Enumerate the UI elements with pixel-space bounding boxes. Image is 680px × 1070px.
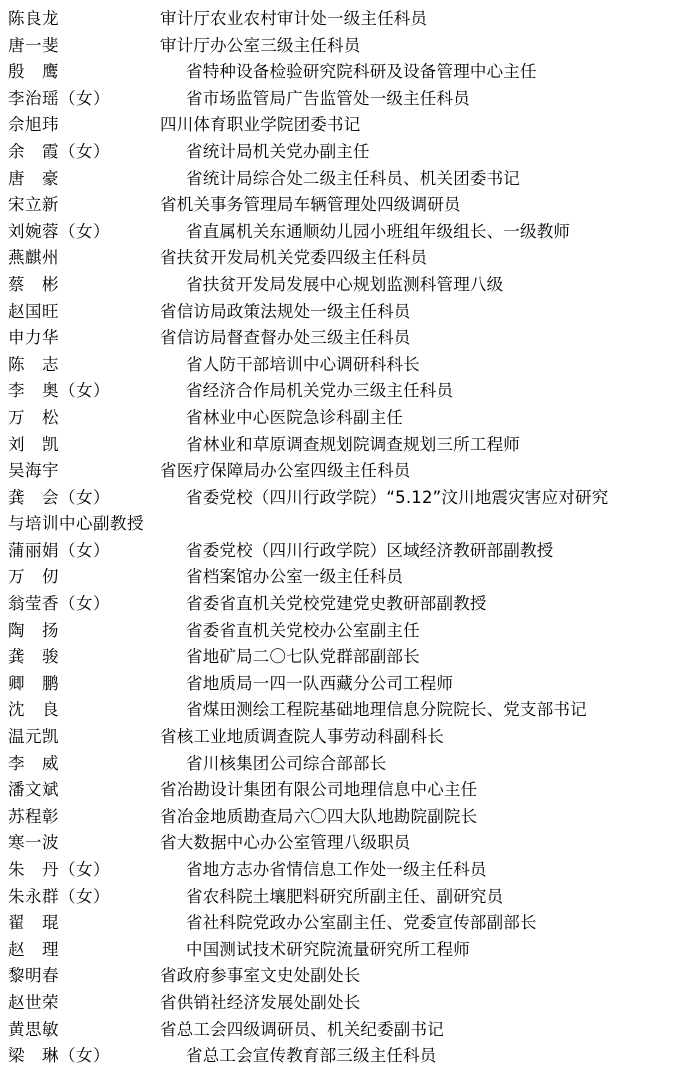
entry-title: 省委党校（四川行政学院）区域经济教研部副教授 <box>186 540 554 560</box>
entry-name: 余 霞（女） <box>8 141 110 161</box>
entry-title: 省医疗保障局办公室四级主任科员 <box>160 461 411 481</box>
entry-title: 省扶贫开发局发展中心规划监测科管理八级 <box>186 274 504 294</box>
entry-title: 省政府参事室文史处副处长 <box>160 966 361 986</box>
entry-name: 李 奥（女） <box>8 381 110 401</box>
entry-title: 省特种设备检验研究院科研及设备管理中心主任 <box>186 62 537 82</box>
entry-row <box>0 1043 680 1070</box>
entry-title: 省委省直机关党校办公室副主任 <box>186 620 420 640</box>
entry-row <box>0 485 680 512</box>
entry-name: 温元凯 <box>8 727 59 747</box>
entry-name: 黄思敏 <box>8 1019 59 1039</box>
entry-row <box>0 432 680 459</box>
entry-row <box>0 192 680 219</box>
entry-name: 李治瑶（女） <box>8 88 110 108</box>
entry-name: 龚 会（女） <box>8 487 110 507</box>
entry-name: 万 松 <box>8 407 59 427</box>
entry-row <box>0 272 680 299</box>
entry-title: 省总工会四级调研员、机关纪委副书记 <box>160 1019 444 1039</box>
entry-name: 黎明春 <box>8 966 59 986</box>
entry-name: 朱 丹（女） <box>8 860 110 879</box>
entry-row <box>0 857 680 884</box>
entry-name: 唐一斐 <box>8 35 59 55</box>
entry-title: 审计厅农业农村审计处一级主任科员 <box>160 9 428 28</box>
entry-row <box>0 963 680 990</box>
entry-title: 省冶金地质勘查局六〇四大队地勘院副院长 <box>160 806 478 826</box>
entry-name: 宋立新 <box>8 195 59 215</box>
entry-name: 陈 志 <box>8 354 59 374</box>
entry-row <box>0 830 680 857</box>
entry-name: 朱永群（女） <box>8 886 110 906</box>
entry-title: 省委省直机关党校党建党史教研部副教授 <box>186 594 487 614</box>
entry-row <box>0 139 680 166</box>
entry-row <box>0 86 680 113</box>
entry-name: 梁 琳（女） <box>8 1046 110 1066</box>
entry-title: 省冶勘设计集团有限公司地理信息中心主任 <box>160 780 478 800</box>
entry-name: 陈良龙 <box>8 9 59 28</box>
entry-title: 省委党校（四川行政学院）“5.12”汶川地震灾害应对研究 <box>186 487 609 507</box>
entry-title: 四川体育职业学院团委书记 <box>160 115 361 135</box>
entry-row <box>0 219 680 246</box>
entry-title: 省信访局政策法规处一级主任科员 <box>160 301 411 321</box>
entry-title: 省信访局督查督办处三级主任科员 <box>160 328 411 348</box>
entry-title: 省核工业地质调查院人事劳动科副科长 <box>160 727 444 747</box>
entry-title: 省林业中心医院急诊科副主任 <box>186 407 404 427</box>
entry-title: 省地质局一四一队西藏分公司工程师 <box>186 673 454 693</box>
entry-title: 省农科院土壤肥料研究所副主任、副研究员 <box>186 886 504 906</box>
entry-row <box>0 112 680 139</box>
entry-row <box>0 33 680 60</box>
entry-title: 省统计局综合处二级主任科员、机关团委书记 <box>186 168 520 188</box>
entry-name: 万 仞 <box>8 567 59 587</box>
entry-title: 省档案馆办公室一级主任科员 <box>186 567 404 587</box>
entry-name: 燕麒州 <box>8 248 59 268</box>
entry-row <box>0 538 680 565</box>
entry-name: 沈 良 <box>8 700 59 720</box>
entry-row <box>0 352 680 379</box>
entry-name: 蒲丽娟（女） <box>8 540 110 560</box>
entry-row <box>0 564 680 591</box>
entry-name: 申力华 <box>8 328 59 348</box>
entry-row <box>0 990 680 1017</box>
entry-name: 赵世荣 <box>8 992 59 1012</box>
entry-name: 吴海宇 <box>8 461 59 481</box>
entry-row <box>0 1017 680 1044</box>
entry-row <box>0 937 680 964</box>
entry-title: 省地方志办省情信息工作处一级主任科员 <box>186 860 487 879</box>
entry-row <box>0 724 680 751</box>
entry-name: 刘 凯 <box>8 434 59 454</box>
entry-row <box>0 644 680 671</box>
entry-row <box>0 6 680 33</box>
entry-name: 刘婉蓉（女） <box>8 221 110 241</box>
entry-name: 李 威 <box>8 753 59 773</box>
entry-row <box>0 671 680 698</box>
entry-row <box>0 618 680 645</box>
entry-name: 蔡 彬 <box>8 274 59 294</box>
entry-title: 省机关事务管理局车辆管理处四级调研员 <box>160 195 461 215</box>
entry-title-continuation: 与培训中心副教授 <box>8 514 144 534</box>
entry-title: 省总工会宣传教育部三级主任科员 <box>186 1046 437 1066</box>
entry-row <box>0 378 680 405</box>
entry-row <box>0 325 680 352</box>
entry-title: 审计厅办公室三级主任科员 <box>160 35 361 55</box>
entry-row <box>0 910 680 937</box>
entry-title: 省人防干部培训中心调研科科长 <box>186 354 420 374</box>
entry-title: 省市场监管局广告监管处一级主任科员 <box>186 88 470 108</box>
entry-title: 省直属机关东通顺幼儿园小班组年级组长、一级教师 <box>186 221 571 241</box>
entry-title: 省统计局机关党办副主任 <box>186 141 370 161</box>
entry-name: 唐 豪 <box>8 168 59 188</box>
entry-name: 赵国旺 <box>8 301 59 321</box>
entry-name: 潘文斌 <box>8 780 59 800</box>
entry-row <box>0 405 680 432</box>
entry-row <box>0 591 680 618</box>
entry-row <box>0 245 680 272</box>
entry-title: 省大数据中心办公室管理八级职员 <box>160 833 411 853</box>
entry-row <box>0 804 680 831</box>
entry-title: 省林业和草原调查规划院调查规划三所工程师 <box>186 434 520 454</box>
entry-row <box>0 777 680 804</box>
entry-row <box>0 458 680 485</box>
entry-row <box>0 299 680 326</box>
entry-name: 陶 扬 <box>8 620 59 640</box>
entry-name: 卿 鹏 <box>8 673 59 693</box>
entry-name: 苏程彰 <box>8 806 59 826</box>
entry-name: 翁莹香（女） <box>8 594 110 614</box>
entry-name: 寒一波 <box>8 833 59 853</box>
entry-title: 省扶贫开发局机关党委四级主任科员 <box>160 248 428 268</box>
entry-name: 翟 琨 <box>8 913 59 933</box>
entry-name: 龚 骏 <box>8 647 59 667</box>
entry-name: 殷 鹰 <box>8 62 59 82</box>
entry-title: 省社科院党政办公室副主任、党委宣传部副部长 <box>186 913 537 933</box>
entry-title: 省川核集团公司综合部部长 <box>186 753 387 773</box>
entry-title: 省经济合作局机关党办三级主任科员 <box>186 381 454 401</box>
entry-title: 省地矿局二〇七队党群部副部长 <box>186 647 420 667</box>
entry-title: 省煤田测绘工程院基础地理信息分院院长、党支部书记 <box>186 700 587 720</box>
entry-title: 省供销社经济发展处副处长 <box>160 992 361 1012</box>
entry-name: 佘旭玮 <box>8 115 59 135</box>
entry-name: 赵 理 <box>8 939 59 959</box>
entry-title: 中国测试技术研究院流量研究所工程师 <box>186 939 470 959</box>
entry-row <box>0 884 680 911</box>
entry-row <box>0 59 680 86</box>
entry-row <box>0 697 680 724</box>
entry-row <box>0 166 680 193</box>
entry-row <box>0 751 680 778</box>
